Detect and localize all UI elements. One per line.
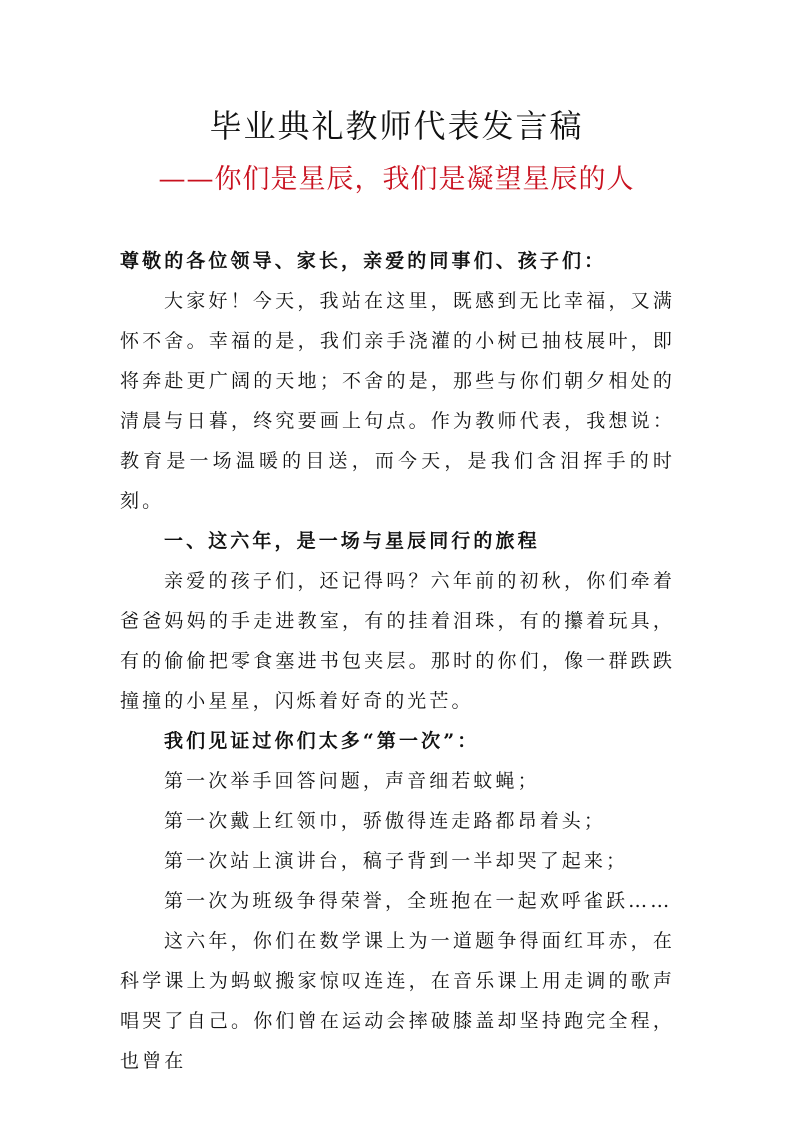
document-title: 毕业典礼教师代表发言稿: [209, 107, 584, 145]
firsts-heading: 我们见证过你们太多“第一次”：: [164, 730, 480, 752]
first-item: 第一次站上演讲台，稿子背到一半却哭了起来；: [164, 850, 629, 872]
section-heading-1: 一、这六年，是一场与星辰同行的旅程: [164, 530, 540, 552]
first-item: 第一次戴上红领巾，骄傲得连走路都昂着头；: [164, 810, 607, 832]
salutation: 尊敬的各位领导、家长，亲爱的同事们、孩子们：: [120, 250, 607, 272]
first-item: 第一次举手回答问题，声音细若蚊蝇；: [164, 770, 540, 792]
paragraph-six-years: 这六年，你们在数学课上为一道题争得面红耳赤，在科学课上为蚂蚁搬家惊叹连连，在音乐课上用走调的歌声唱哭了自己。你们曾在运动会摔破膝盖却坚持跑完全程，也曾在: [120, 930, 675, 1072]
first-item: 第一次为班级争得荣誉，全班抱在一起欢呼雀跃……: [164, 890, 673, 912]
document-subtitle: ——你们是星辰，我们是凝望星辰的人: [158, 164, 635, 195]
document-body: [120, 241, 675, 1081]
paragraph-opening: 大家好！今天，我站在这里，既感到无比幸福，又满怀不舍。幸福的是，我们亲手浇灌的小树已抽枝展叶，即将奔赴更广阔的天地；不舍的是，那些与你们朝夕相处的清晨与日暮，终究要画上句点。作为教师代表，我想说：教育是一场温暖的目送，而今天，是我们含泪挥手的时刻。: [120, 290, 675, 512]
paragraph-memories: 亲爱的孩子们，还记得吗？六年前的初秋，你们牵着爸爸妈妈的手走进教室，有的挂着泪珠，有的攥着玩具，有的偷偷把零食塞进书包夹层。那时的你们，像一群跌跌撞撞的小星星，闪烁着好奇的光芒。: [120, 570, 675, 712]
